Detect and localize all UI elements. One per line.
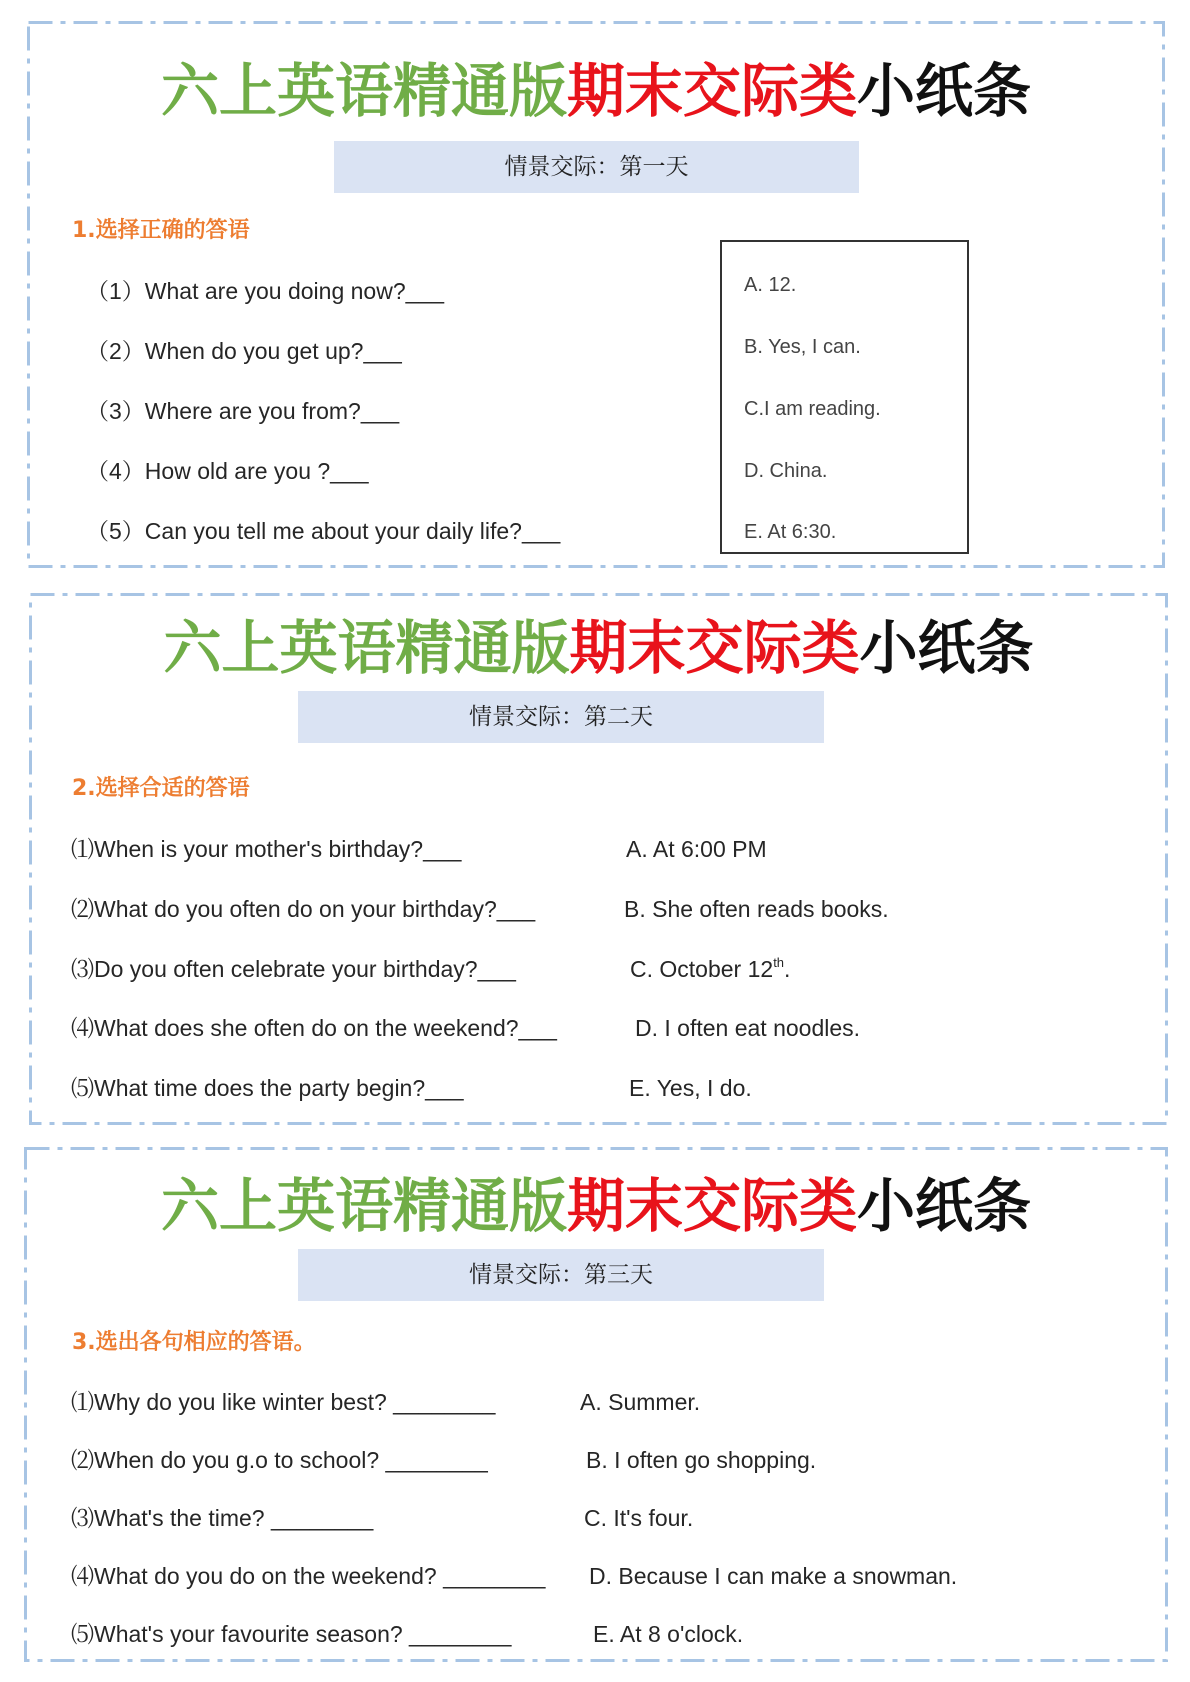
title-green-part: 六上英语精通版 [163,614,570,682]
title-black-part: 小纸条 [859,614,1034,682]
section-title [24,1171,1168,1241]
option-d: D. Because I can make a snowman. [589,1563,958,1589]
note-section-day-3 [24,1147,1168,1662]
question-1: ⑴When is your mother's birthday?___ [71,836,462,862]
option-c: C. It's four. [584,1505,694,1531]
day-banner: 情景交际：第三天 [298,1249,824,1301]
note-section-day-2 [29,593,1168,1125]
title-red-part: 期末交际类 [569,614,860,682]
question-3: （3）Where are you from?___ [86,398,400,424]
option-a: A. Summer. [580,1389,701,1415]
question-4: ⑷What does she often do on the weekend?___ [71,1015,557,1041]
exercise-heading: 1.选择正确的答语 [72,218,250,243]
section-title [29,613,1168,683]
question-5: （5）Can you tell me about your daily life?___ [86,518,561,544]
exercise-heading: 3.选出各句相应的答语。 [72,1330,316,1355]
option-d: D. China. [744,460,828,482]
title-red-part: 期末交际类 [566,1172,857,1240]
question-5: ⑸What's your favourite season? ________ [71,1621,512,1647]
day-banner: 情景交际：第一天 [334,141,859,193]
answer-options-box [720,240,969,554]
question-2: ⑵What do you often do on your birthday?___ [71,896,536,922]
option-d: D. I often eat noodles. [635,1015,861,1041]
option-c [630,954,790,984]
title-green-part: 六上英语精通版 [160,57,567,125]
question-2: （2）When do you get up?___ [86,338,402,364]
question-2: ⑵When do you g.o to school? ________ [71,1447,488,1473]
option-a: A. At 6:00 PM [626,836,767,862]
option-e: E. At 6:30. [744,521,837,543]
option-b: B. She often reads books. [624,896,889,922]
option-b: B. I often go shopping. [586,1447,817,1473]
question-1: ⑴Why do you like winter best? ________ [71,1389,496,1415]
option-a: A. 12. [744,274,797,296]
question-4: （4）How old are you ?___ [86,458,369,484]
option-c-superscript: th [773,955,785,970]
option-c-tail: . [784,956,791,982]
option-e: E. Yes, I do. [629,1075,752,1101]
option-b: B. Yes, I can. [744,336,861,358]
day-banner: 情景交际：第二天 [298,691,824,743]
question-4: ⑷What do you do on the weekend? ________ [71,1563,546,1589]
section-title [27,56,1165,126]
note-section-day-1 [27,21,1165,568]
title-black-part: 小纸条 [857,1172,1032,1240]
title-black-part: 小纸条 [857,57,1032,125]
option-c: C.I am reading. [744,398,881,420]
question-5: ⑸What time does the party begin?___ [71,1075,464,1101]
question-1: （1）What are you doing now?___ [86,278,444,304]
exercise-heading: 2.选择合适的答语 [72,776,250,801]
question-3: ⑶What's the time? ________ [71,1505,374,1531]
option-e: E. At 8 o'clock. [593,1621,744,1647]
title-red-part: 期末交际类 [566,57,857,125]
option-c-text: C. October 12 [630,956,774,982]
question-3: ⑶Do you often celebrate your birthday?___ [71,956,516,982]
title-green-part: 六上英语精通版 [160,1172,567,1240]
